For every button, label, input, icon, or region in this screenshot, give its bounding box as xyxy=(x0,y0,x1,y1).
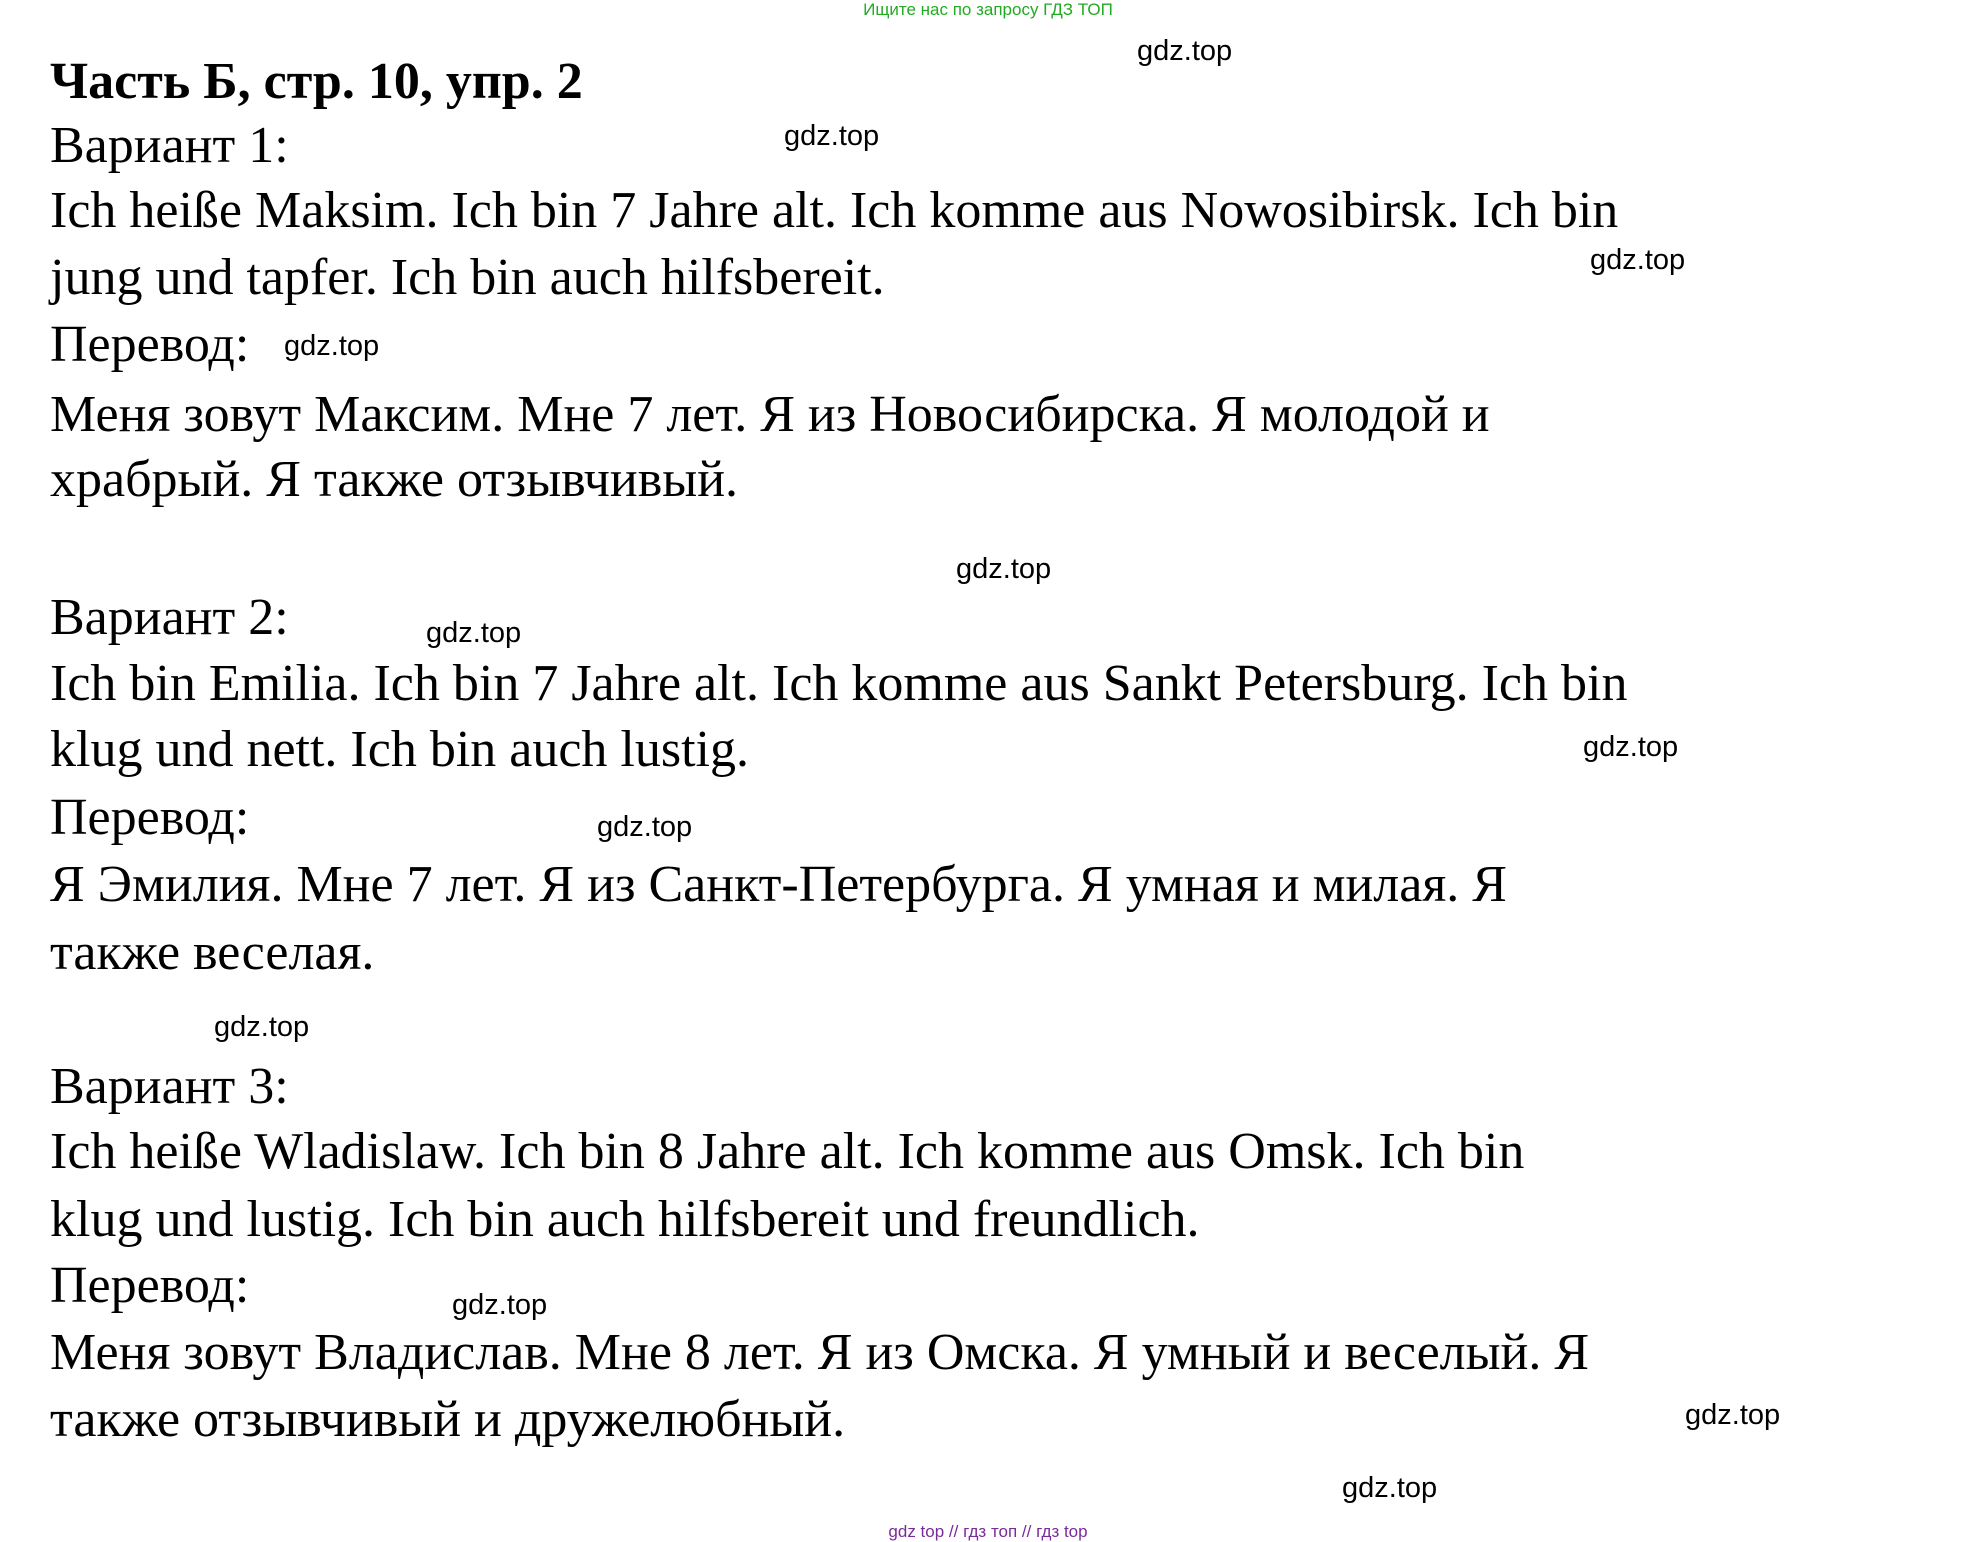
watermark: gdz.top xyxy=(1583,731,1679,763)
variant-3-german-line-2: klug und lustig. Ich bin auch hilfsbereit und freundlich. xyxy=(50,1191,1200,1248)
variant-1-russian-line-2: храбрый. Я также отзывчивый. xyxy=(50,451,739,508)
variant-2-russian-line-2: также веселая. xyxy=(50,924,375,981)
variant-1-translation-label: Перевод: xyxy=(50,316,250,373)
variant-2-heading: Вариант 2: xyxy=(50,589,289,646)
variant-1-german-line-1: Ich heiße Maksim. Ich bin 7 Jahre alt. Ich komme aus Nowosibirsk. Ich bin xyxy=(50,182,1619,239)
watermark: gdz.top xyxy=(956,553,1052,585)
variant-2-german-line-1: Ich bin Emilia. Ich bin 7 Jahre alt. Ich komme aus Sankt Petersburg. Ich bin xyxy=(50,655,1628,712)
variant-3-german-line-1: Ich heiße Wladislaw. Ich bin 8 Jahre alt. Ich komme aus Omsk. Ich bin xyxy=(50,1123,1525,1180)
variant-2-german-line-2: klug und nett. Ich bin auch lustig. xyxy=(50,721,750,778)
watermark: gdz.top xyxy=(452,1289,548,1321)
watermark: gdz.top xyxy=(784,120,880,152)
variant-3-russian-line-1: Меня зовут Владислав. Мне 8 лет. Я из Омска. Я умный и веселый. Я xyxy=(50,1324,1590,1381)
watermark: gdz.top xyxy=(1590,244,1686,276)
variant-1-german-line-2: jung und tapfer. Ich bin auch hilfsbereit. xyxy=(50,249,885,306)
variant-3-translation-label: Перевод: xyxy=(50,1257,250,1314)
watermark: gdz.top xyxy=(1685,1399,1781,1431)
watermark: gdz.top xyxy=(1342,1472,1438,1504)
watermark: gdz.top xyxy=(284,330,380,362)
variant-1-heading: Вариант 1: xyxy=(50,117,289,174)
variant-3-heading: Вариант 3: xyxy=(50,1058,289,1115)
watermark: gdz.top xyxy=(597,811,693,843)
variant-2-translation-label: Перевод: xyxy=(50,789,250,846)
top-banner-link[interactable]: Ищите нас по запросу ГДЗ ТОП xyxy=(863,0,1113,19)
watermark: gdz.top xyxy=(426,617,522,649)
watermark: gdz.top xyxy=(214,1011,310,1043)
variant-3-russian-line-2: также отзывчивый и дружелюбный. xyxy=(50,1391,846,1448)
variant-1-russian-line-1: Меня зовут Максим. Мне 7 лет. Я из Новосибирска. Я молодой и xyxy=(50,386,1490,443)
page-title: Часть Б, стр. 10, упр. 2 xyxy=(50,53,583,110)
variant-2-russian-line-1: Я Эмилия. Мне 7 лет. Я из Санкт-Петербурга. Я умная и милая. Я xyxy=(50,856,1507,913)
footer-links[interactable]: gdz top // гдз топ // гдз top xyxy=(888,1522,1088,1541)
watermark: gdz.top xyxy=(1137,35,1233,67)
